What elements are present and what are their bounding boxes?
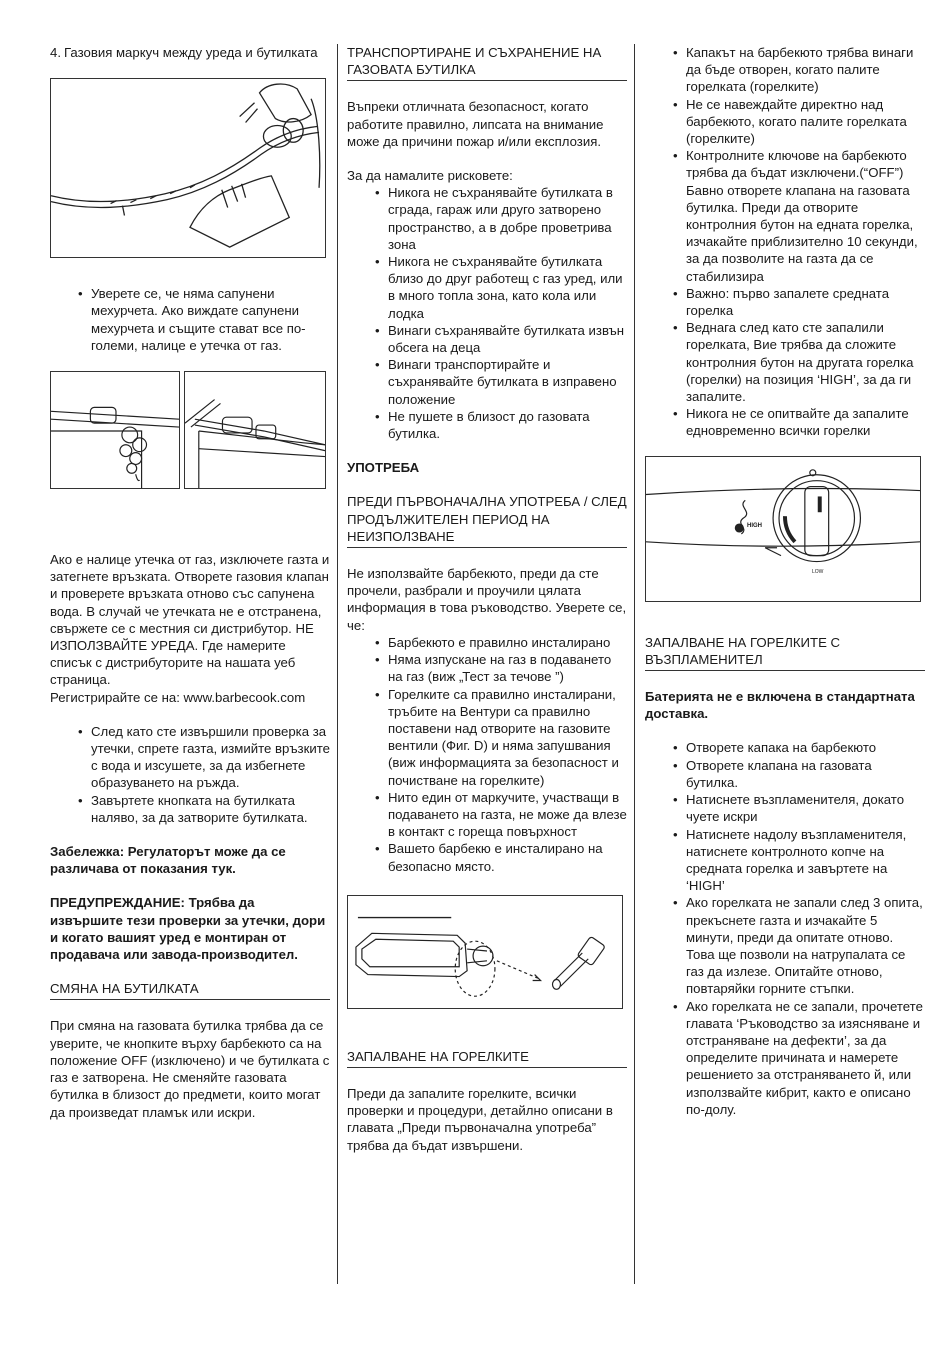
list-item: • Отворете капака на барбекюто (669, 739, 925, 756)
list-item: • Барбекюто е правилно инсталирано (371, 634, 627, 651)
knob-label-high: HIGH (747, 522, 762, 529)
list-item: • Винаги съхранявайте бутилката извън обсега на деца (371, 322, 627, 356)
bullet-list-bubbles (74, 285, 330, 354)
column-divider (634, 44, 635, 1284)
list-item: • Натиснете възпламенителя, докато чуете искри (669, 791, 925, 825)
before-paragraph: Не използвайте барбекюто, преди да сте прочели, разбрали и проучили цялата информация в това ръководство. Уверете се, че: (347, 566, 627, 633)
list-item: • Контролните ключове на барбекюто трябва да бъдат изключени.(“OFF”) Бавно отворете клапана на газовата бутилка. Преди да отворите контролния бутон на едната горелка, изчакайте приблизително 10 секунди, за да позволите на газта да се стабилизира (669, 147, 925, 285)
transport-paragraph: Въпреки отличната безопасност, когато работите правилно, липсата на внимание може да причини пожар и/или експлозия. (347, 99, 604, 149)
list-item: • Важно: първо запалете средната горелка (669, 285, 925, 319)
bullet-list-safety (669, 44, 925, 440)
bullet-list-igniter (669, 739, 925, 1117)
heading-change-bottle: СМЯНА НА БУТИЛКАТА (50, 980, 330, 1000)
bullet-list-after-check (74, 723, 330, 826)
heading-transport: ТРАНСПОРТИРАНЕ И СЪХРАНЕНИЕ НА ГАЗОВАТА БУТИЛКА (347, 44, 627, 81)
list-item: • Ако горелката не запали след 3 опита, прекъснете газта и изчакайте 5 минути, преди да опитате отново. Това ще позволи на натрупалата се газ да излезе. Опитайте отново, повтаряйки горните стъпки. (669, 894, 925, 997)
figure-leak-bubbles (50, 371, 180, 489)
heading-before-first-use: ПРЕДИ ПЪРВОНАЧАЛНА УПОТРЕБА / СЛЕД ПРОДЪЛЖИТЕЛЕН ПЕРИОД НА НЕИЗПОЛЗВАНЕ (347, 493, 627, 548)
list-item: • Никога не се опитвайте да запалите едновременно всички горелки (669, 405, 925, 439)
heading-ignite-burners: ЗАПАЛВАНЕ НА ГОРЕЛКИТЕ (347, 1048, 627, 1068)
list-item: • Винаги транспортирайте и съхранявайте бутилката в изправено положение (371, 356, 627, 408)
list-item: • Веднага след като сте запалили горелката, Вие трябва да сложите контролния бутон на другата горелка (горелки) на позиция ‘HIGH’, за да ги запалите. (669, 319, 925, 405)
ignite-paragraph: Преди да запалите горелките, всички проверки и процедури, детайлно описани в главата „Преди първоначална употреба” трябва да бъдат извършени. (347, 1085, 613, 1153)
note: Забележка: Регулаторът може да се различава от показания тук. (50, 844, 286, 877)
list-item: • Отворете клапана на газовата бутилка. (669, 757, 925, 791)
list-item: • Вашето барбекю е инсталирано на безопасно място. (371, 840, 627, 874)
list-item: • Натиснете надолу възпламенителя, натиснете контролното копче на средната горелка и завъртете на ‘HIGH’ (669, 826, 925, 895)
column-1 (50, 44, 330, 1121)
list-item: • Няма изпускане на газ в подаването на газ (виж „Тест за течове ”) (371, 651, 627, 685)
reduce-risk-label: За да намалите рисковете: (347, 168, 513, 184)
list-item: • След като сте извършили проверка за утечки, спрете газта, измийте връзките с вода и изсушете, за да избегнете образуването на ръжда. (74, 723, 330, 792)
warning: ПРЕДУПРЕЖДАНИЕ: Трябва да извършите тези проверки за утечки, дори и когато вашият уред е монтиран от продавача или завода-производител. (50, 895, 326, 963)
list-item: • Не се навеждайте директно над барбекюто, когато палите горелката (горелките) (669, 96, 925, 148)
item-number: 4. (50, 45, 61, 60)
column-2 (347, 44, 627, 1154)
figure-burner-venturi (347, 895, 623, 1009)
figure-leak-hose (184, 371, 326, 489)
list-item: • Никога не съхранявайте бутилката близо до друг работещ с газ уред, или в много топла зона, като кола или лодка (371, 253, 627, 322)
list-item: • Капакът на барбекюто трябва винаги да бъде отворен, когато палите горелката (горелките) (669, 44, 925, 96)
list-item: • Ако горелката не се запали, прочетете главата ‘Ръководство за изясняване и отстраняване на дефекти’, за да определите причината и намерете решението за отстраняването й, или използвайте кибрит, както е описано по-долу. (669, 998, 925, 1118)
numbered-item-4 (50, 44, 330, 61)
figure-control-knob (645, 456, 921, 602)
list-item: • Горелките са правилно инсталирани, тръбите на Вентури са правилно поставени над отворите на газовите вентили (Фиг. D) и няма запушвания (виж информацията за безопасност и почистване на горелките) (371, 686, 627, 789)
list-item: • Уверете се, че няма сапунени мехурчета. Ако виждате сапунени мехурчета и същите стават все по-големи, налице е утечка от газ. (74, 285, 330, 354)
figure-hose-spray (50, 78, 326, 258)
list-item: • Не пушете в близост до газовата бутилка. (371, 408, 627, 442)
heading-igniter: ЗАПАЛВАНЕ НА ГОРЕЛКИТЕ С ВЪЗПЛАМЕНИТЕЛ (645, 634, 925, 671)
list-item: • Никога не съхранявайте бутилката в сграда, гараж или друго затворено пространство, а в добре проветрива зона (371, 184, 627, 253)
bullet-list-checks (371, 634, 627, 875)
knob-label-low: LOW (812, 568, 824, 575)
change-paragraph: При смяна на газовата бутилка трябва да се уверите, че кнопките върху барбекюто са на положение OFF (изключено) и че бутилката с газ е затворена. Не сменяйте газовата бутилка в близост до предмети, които могат да произведат пламък или искри. (50, 1018, 330, 1120)
leak-paragraph: Ако е налице утечка от газ, изключете газта и затегнете връзката. Отворете газовия клапан и проверете връзката отново със сапунена вода. В случай че утечката не е отстранена, свържете се с местния си дистрибутор. НЕ ИЗПОЛЗВАЙТЕ УРЕДА. Где намерите списък с дистрибуторите на нашата уеб страница. (50, 552, 330, 688)
list-item: • Завъртете кнопката на бутилката наляво, за да затворите бутилката. (74, 792, 330, 826)
battery-note: Батерията не е включена в стандартната доставка. (645, 689, 915, 722)
heading-use: УПОТРЕБА (347, 460, 420, 476)
register-paragraph: Регистрирайте се на: www.barbecook.com (50, 689, 306, 705)
column-3 (645, 44, 925, 1118)
figure-pair-leak (50, 371, 330, 489)
list-item: • Нито един от маркучите, участващи в подаването на газта, не може да влезе в контакт с гореща повърхност (371, 789, 627, 841)
bullet-list-risks (371, 184, 627, 442)
item-text: Газовия маркуч между уреда и бутилката (64, 45, 318, 60)
column-divider (337, 44, 338, 1284)
